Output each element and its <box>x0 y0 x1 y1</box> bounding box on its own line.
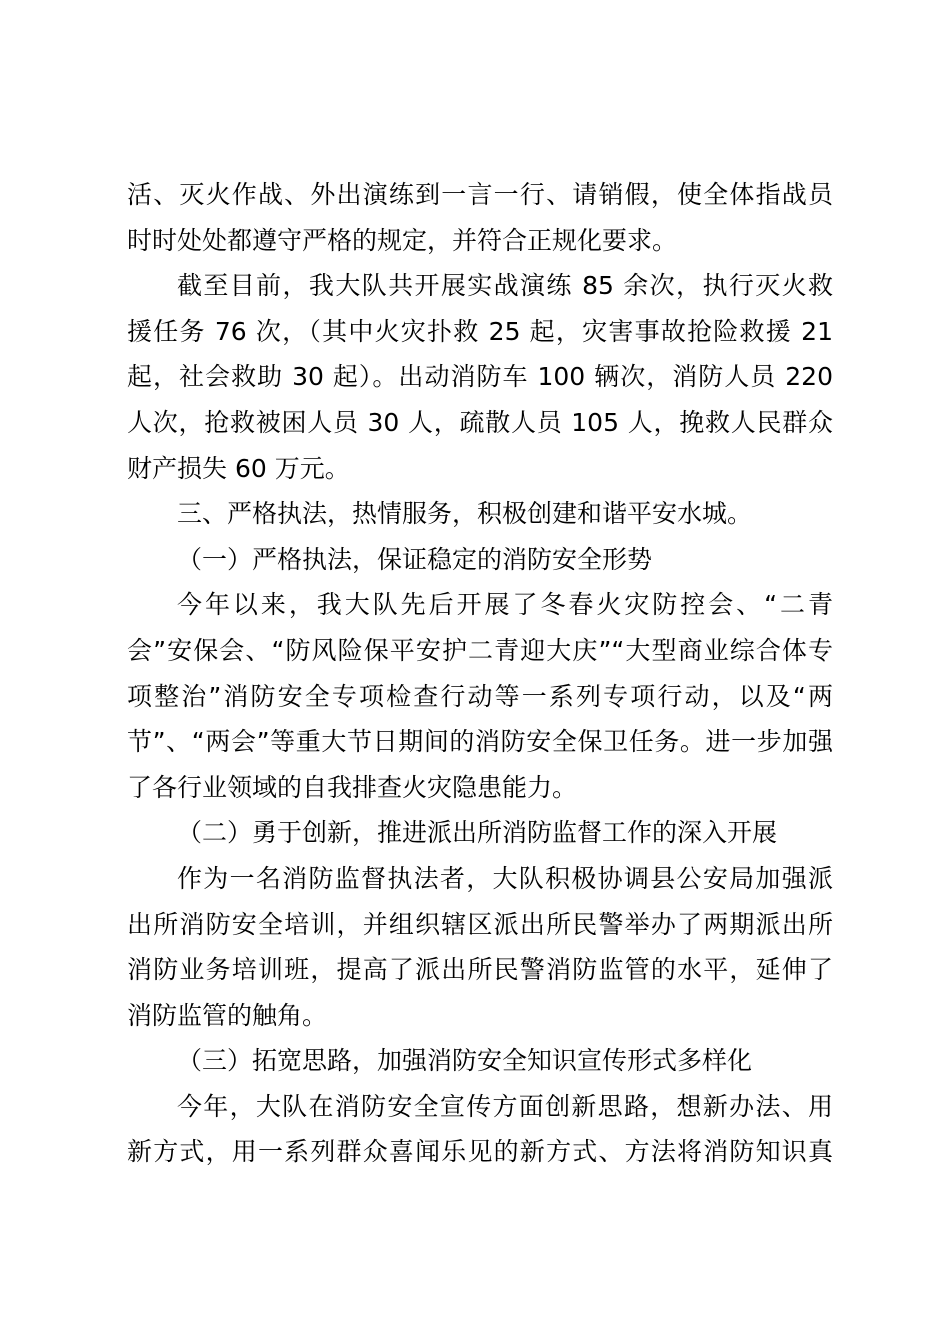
text-line: （一）严格执法，保证稳定的消防安全形势 <box>177 544 653 574</box>
document-body <box>127 172 833 1175</box>
text-line: 活、灭火作战、外出演练到一言一行、请销假，使全体指战员 <box>127 180 833 209</box>
text-line: 人次，抢救被困人员 30 人，疏散人员 105 人，挽救人民群众 <box>127 407 833 437</box>
text-line: 时时处处都遵守严格的规定，并符合正规化要求。 <box>127 225 678 255</box>
text-line: （二）勇于创新，推进派出所消防监督工作的深入开展 <box>177 818 778 848</box>
text-line: 消防监管的触角。 <box>127 1000 328 1030</box>
text-line: 三、严格执法，热情服务，积极创建和谐平安水城。 <box>177 499 753 529</box>
text-line: 今年，大队在消防安全宣传方面创新思路，想新办法、用 <box>177 1091 833 1121</box>
text-line: 消防业务培训班，提高了派出所民警消防监管的水平，延伸了 <box>127 955 833 985</box>
text-line: 出所消防安全培训，并组织辖区派出所民警举办了两期派出所 <box>127 909 833 939</box>
text-line: 作为一名消防监督执法者，大队积极协调县公安局加强派 <box>177 863 833 893</box>
text-line: 援任务 76 次，（其中火灾扑救 25 起，灾害事故抢险救援 21 <box>127 316 833 346</box>
text-line: 起，社会救助 30 起）。出动消防车 100 辆次，消防人员 220 <box>127 362 833 392</box>
text-line: 会”安保会、“防风险保平安护二青迎大庆”“大型商业综合体专 <box>127 635 833 665</box>
text-line: 节”、“两会”等重大节日期间的消防安全保卫任务。进一步加强 <box>127 727 833 757</box>
text-line: （三）拓宽思路，加强消防安全知识宣传形式多样化 <box>177 1046 753 1076</box>
text-line: 财产损失 60 万元。 <box>127 453 350 483</box>
text-line: 新方式，用一系列群众喜闻乐见的新方式、方法将消防知识真 <box>127 1137 833 1167</box>
text-line: 今年以来，我大队先后开展了冬春火灾防控会、“二青 <box>177 590 833 620</box>
text-line: 了各行业领域的自我排查火灾隐患能力。 <box>127 772 578 802</box>
text-line: 项整治”消防安全专项检查行动等一系列专项行动，以及“两 <box>127 681 833 711</box>
text-line: 截至目前，我大队共开展实战演练 85 余次，执行灭火救 <box>177 271 833 301</box>
